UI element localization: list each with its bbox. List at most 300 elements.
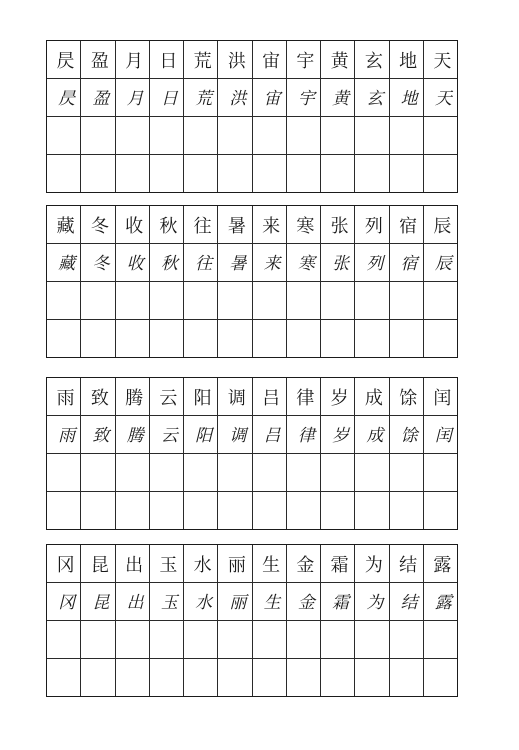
empty-practice-cell — [253, 492, 286, 529]
grid-column — [80, 545, 114, 696]
model-character-cell — [81, 545, 114, 583]
model-character-cell — [424, 206, 457, 244]
character-text: 馀 — [396, 426, 417, 443]
character-text: 收 — [122, 254, 143, 271]
empty-practice-cell — [218, 320, 251, 357]
character-text: 玉 — [156, 554, 178, 573]
grid-column — [115, 206, 149, 357]
empty-practice-cell — [47, 659, 80, 696]
character-text: 张 — [328, 254, 349, 271]
grid-column — [320, 206, 354, 357]
empty-practice-cell — [321, 492, 354, 529]
character-text: 岁 — [327, 387, 349, 406]
grid-column — [115, 378, 149, 529]
practice-character-cell — [184, 244, 217, 282]
grid-column — [389, 545, 423, 696]
practice-character-cell — [355, 79, 388, 117]
model-character-cell — [150, 206, 183, 244]
practice-character-cell — [321, 244, 354, 282]
empty-practice-cell — [184, 282, 217, 320]
character-grid-3 — [46, 377, 458, 530]
character-text: 藏 — [53, 215, 75, 234]
grid-column — [389, 378, 423, 529]
model-character-cell — [184, 206, 217, 244]
practice-character-cell — [47, 583, 80, 621]
model-character-cell — [218, 378, 251, 416]
empty-practice-cell — [184, 454, 217, 492]
model-character-cell — [253, 41, 286, 79]
practice-character-cell — [47, 244, 80, 282]
empty-practice-cell — [218, 454, 251, 492]
practice-character-cell — [47, 416, 80, 454]
empty-practice-cell — [253, 320, 286, 357]
empty-practice-cell — [116, 155, 149, 192]
character-text: 金 — [293, 554, 315, 573]
character-text: 为 — [362, 593, 383, 610]
empty-practice-cell — [287, 282, 320, 320]
empty-practice-cell — [390, 155, 423, 192]
character-text: 辰 — [430, 254, 451, 271]
model-character-cell — [47, 545, 80, 583]
grid-column — [286, 378, 320, 529]
practice-character-cell — [321, 583, 354, 621]
character-text: 荒 — [191, 89, 212, 106]
practice-character-cell — [424, 583, 457, 621]
empty-practice-cell — [150, 282, 183, 320]
model-character-cell — [184, 41, 217, 79]
empty-practice-cell — [424, 659, 457, 696]
model-character-cell — [47, 206, 80, 244]
empty-practice-cell — [424, 621, 457, 659]
grid-column — [423, 41, 457, 192]
practice-character-cell — [287, 79, 320, 117]
character-text: 致 — [87, 387, 109, 406]
character-text: 昆 — [88, 593, 109, 610]
model-character-cell — [81, 378, 114, 416]
character-text: 宿 — [396, 254, 417, 271]
empty-practice-cell — [424, 282, 457, 320]
character-grid-1 — [46, 40, 458, 193]
practice-character-cell — [218, 79, 251, 117]
grid-column — [183, 378, 217, 529]
character-text: 吕 — [259, 426, 280, 443]
empty-practice-cell — [424, 492, 457, 529]
empty-practice-cell — [218, 621, 251, 659]
character-text: 宙 — [259, 50, 281, 69]
character-text: 昆 — [87, 554, 109, 573]
character-text: 月 — [122, 50, 144, 69]
empty-practice-cell — [218, 492, 251, 529]
empty-practice-cell — [150, 492, 183, 529]
practice-character-cell — [150, 416, 183, 454]
practice-character-cell — [218, 583, 251, 621]
grid-column — [80, 41, 114, 192]
grid-column — [183, 545, 217, 696]
empty-practice-cell — [47, 282, 80, 320]
empty-practice-cell — [47, 492, 80, 529]
model-character-cell — [355, 378, 388, 416]
character-text: 律 — [293, 426, 314, 443]
character-text: 丽 — [224, 554, 246, 573]
model-character-cell — [218, 41, 251, 79]
character-text: 玄 — [361, 50, 383, 69]
empty-practice-cell — [424, 117, 457, 155]
model-character-cell — [81, 206, 114, 244]
character-text: 冬 — [88, 254, 109, 271]
empty-practice-cell — [150, 659, 183, 696]
grid-column — [252, 206, 286, 357]
empty-practice-cell — [116, 117, 149, 155]
model-character-cell — [355, 41, 388, 79]
practice-character-cell — [424, 79, 457, 117]
empty-practice-cell — [81, 117, 114, 155]
character-text: 天 — [430, 50, 452, 69]
grid-column — [252, 41, 286, 192]
empty-practice-cell — [116, 621, 149, 659]
empty-practice-cell — [81, 492, 114, 529]
character-text: 暑 — [225, 254, 246, 271]
empty-practice-cell — [150, 621, 183, 659]
grid-column — [252, 545, 286, 696]
practice-character-cell — [253, 79, 286, 117]
grid-column — [354, 378, 388, 529]
model-character-cell — [253, 545, 286, 583]
empty-practice-cell — [150, 155, 183, 192]
character-text: 结 — [396, 593, 417, 610]
grid-column — [217, 378, 251, 529]
character-text: 水 — [190, 554, 212, 573]
character-text: 闰 — [430, 387, 452, 406]
model-character-cell — [321, 378, 354, 416]
empty-practice-cell — [321, 621, 354, 659]
empty-practice-cell — [321, 454, 354, 492]
empty-practice-cell — [150, 454, 183, 492]
empty-practice-cell — [390, 454, 423, 492]
model-character-cell — [47, 378, 80, 416]
practice-character-cell — [321, 416, 354, 454]
character-text: 致 — [88, 426, 109, 443]
empty-practice-cell — [81, 320, 114, 357]
practice-character-cell — [424, 244, 457, 282]
empty-practice-cell — [253, 454, 286, 492]
character-text: 寒 — [293, 254, 314, 271]
grid-column — [423, 545, 457, 696]
character-text: 宿 — [396, 215, 418, 234]
practice-character-cell — [321, 79, 354, 117]
character-text: 阳 — [191, 426, 212, 443]
character-text: 生 — [259, 593, 280, 610]
empty-practice-cell — [424, 454, 457, 492]
grid-column — [217, 545, 251, 696]
empty-practice-cell — [253, 282, 286, 320]
practice-character-cell — [253, 583, 286, 621]
model-character-cell — [150, 41, 183, 79]
empty-practice-cell — [321, 282, 354, 320]
empty-practice-cell — [150, 117, 183, 155]
character-text: 出 — [122, 554, 144, 573]
character-text: 岁 — [328, 426, 349, 443]
empty-practice-cell — [184, 621, 217, 659]
model-character-cell — [47, 41, 80, 79]
practice-character-cell — [424, 416, 457, 454]
character-text: 往 — [191, 254, 212, 271]
character-text: 来 — [259, 254, 280, 271]
practice-character-cell — [150, 79, 183, 117]
character-text: 调 — [225, 426, 246, 443]
grid-column — [354, 545, 388, 696]
grid-column — [149, 41, 183, 192]
practice-character-cell — [150, 583, 183, 621]
grid-column — [286, 545, 320, 696]
empty-practice-cell — [287, 454, 320, 492]
empty-practice-cell — [321, 659, 354, 696]
character-text: 云 — [156, 387, 178, 406]
empty-practice-cell — [184, 320, 217, 357]
model-character-cell — [116, 378, 149, 416]
grid-column — [389, 41, 423, 192]
empty-practice-cell — [116, 320, 149, 357]
character-text: 昃 — [54, 89, 75, 106]
empty-practice-cell — [287, 492, 320, 529]
model-character-cell — [390, 206, 423, 244]
grid-column — [80, 378, 114, 529]
model-character-cell — [390, 545, 423, 583]
empty-practice-cell — [390, 320, 423, 357]
empty-practice-cell — [253, 155, 286, 192]
grid-column — [149, 206, 183, 357]
model-character-cell — [184, 378, 217, 416]
grid-column — [47, 378, 80, 529]
model-character-cell — [287, 206, 320, 244]
character-text: 生 — [259, 554, 281, 573]
grid-column — [286, 41, 320, 192]
empty-practice-cell — [355, 659, 388, 696]
character-text: 列 — [361, 215, 383, 234]
character-text: 来 — [259, 215, 281, 234]
empty-practice-cell — [81, 454, 114, 492]
empty-practice-cell — [321, 117, 354, 155]
character-text: 丽 — [225, 593, 246, 610]
character-text: 水 — [191, 593, 212, 610]
model-character-cell — [355, 545, 388, 583]
character-text: 腾 — [122, 426, 143, 443]
character-text: 露 — [430, 554, 452, 573]
character-text: 昃 — [53, 50, 75, 69]
grid-column — [354, 41, 388, 192]
empty-practice-cell — [218, 282, 251, 320]
character-text: 黄 — [327, 50, 349, 69]
model-character-cell — [355, 206, 388, 244]
empty-practice-cell — [355, 282, 388, 320]
character-text: 黄 — [328, 89, 349, 106]
model-character-cell — [253, 206, 286, 244]
practice-character-cell — [287, 583, 320, 621]
character-text: 雨 — [54, 426, 75, 443]
model-character-cell — [116, 41, 149, 79]
practice-character-cell — [116, 583, 149, 621]
grid-column — [217, 206, 251, 357]
character-grid-2 — [46, 205, 458, 358]
grid-column — [149, 378, 183, 529]
empty-practice-cell — [253, 117, 286, 155]
practice-character-cell — [390, 79, 423, 117]
empty-practice-cell — [184, 659, 217, 696]
character-text: 天 — [430, 89, 451, 106]
practice-character-cell — [116, 416, 149, 454]
model-character-cell — [287, 378, 320, 416]
model-character-cell — [150, 378, 183, 416]
character-text: 荒 — [190, 50, 212, 69]
practice-character-cell — [390, 583, 423, 621]
empty-practice-cell — [355, 320, 388, 357]
empty-practice-cell — [390, 282, 423, 320]
empty-practice-cell — [81, 659, 114, 696]
model-character-cell — [390, 378, 423, 416]
empty-practice-cell — [184, 492, 217, 529]
empty-practice-cell — [355, 492, 388, 529]
empty-practice-cell — [390, 659, 423, 696]
grid-column — [217, 41, 251, 192]
character-text: 为 — [361, 554, 383, 573]
character-text: 结 — [396, 554, 418, 573]
practice-character-cell — [287, 244, 320, 282]
character-text: 收 — [122, 215, 144, 234]
grid-column — [389, 206, 423, 357]
character-text: 宇 — [293, 50, 315, 69]
practice-character-cell — [47, 79, 80, 117]
character-text: 阳 — [190, 387, 212, 406]
practice-character-cell — [81, 416, 114, 454]
empty-practice-cell — [184, 117, 217, 155]
grid-column — [320, 378, 354, 529]
grid-column — [423, 378, 457, 529]
practice-character-cell — [390, 244, 423, 282]
character-text: 洪 — [224, 50, 246, 69]
character-text: 列 — [362, 254, 383, 271]
practice-character-cell — [81, 244, 114, 282]
empty-practice-cell — [355, 454, 388, 492]
empty-practice-cell — [287, 117, 320, 155]
practice-character-cell — [218, 244, 251, 282]
grid-column — [320, 545, 354, 696]
empty-practice-cell — [253, 621, 286, 659]
character-text: 秋 — [156, 215, 178, 234]
practice-character-cell — [355, 416, 388, 454]
empty-practice-cell — [81, 621, 114, 659]
grid-column — [47, 545, 80, 696]
empty-practice-cell — [47, 454, 80, 492]
practice-character-cell — [390, 416, 423, 454]
character-text: 宇 — [293, 89, 314, 106]
character-text: 金 — [293, 593, 314, 610]
empty-practice-cell — [390, 117, 423, 155]
practice-character-cell — [116, 244, 149, 282]
character-text: 吕 — [259, 387, 281, 406]
character-grid-4 — [46, 544, 458, 697]
character-text: 冈 — [53, 554, 75, 573]
practice-character-cell — [287, 416, 320, 454]
grid-column — [286, 206, 320, 357]
character-text: 藏 — [54, 254, 75, 271]
practice-character-cell — [184, 79, 217, 117]
character-text: 玉 — [156, 593, 177, 610]
empty-practice-cell — [150, 320, 183, 357]
model-character-cell — [116, 206, 149, 244]
grid-column — [47, 206, 80, 357]
model-character-cell — [218, 206, 251, 244]
grid-column — [115, 545, 149, 696]
grid-column — [47, 41, 80, 192]
model-character-cell — [390, 41, 423, 79]
empty-practice-cell — [424, 155, 457, 192]
grid-column — [183, 41, 217, 192]
empty-practice-cell — [116, 282, 149, 320]
model-character-cell — [424, 378, 457, 416]
practice-character-cell — [355, 244, 388, 282]
practice-character-cell — [184, 583, 217, 621]
grid-column — [320, 41, 354, 192]
character-text: 洪 — [225, 89, 246, 106]
empty-practice-cell — [253, 659, 286, 696]
model-character-cell — [116, 545, 149, 583]
grid-column — [423, 206, 457, 357]
practice-character-cell — [116, 79, 149, 117]
model-character-cell — [424, 41, 457, 79]
empty-practice-cell — [116, 454, 149, 492]
character-text: 辰 — [430, 215, 452, 234]
character-text: 成 — [362, 426, 383, 443]
grid-column — [115, 41, 149, 192]
model-character-cell — [424, 545, 457, 583]
empty-practice-cell — [355, 621, 388, 659]
character-text: 露 — [430, 593, 451, 610]
character-text: 成 — [361, 387, 383, 406]
practice-character-cell — [355, 583, 388, 621]
grid-column — [149, 545, 183, 696]
grid-column — [354, 206, 388, 357]
model-character-cell — [321, 545, 354, 583]
grid-column — [252, 378, 286, 529]
character-text: 盈 — [88, 89, 109, 106]
character-text: 日 — [156, 50, 178, 69]
empty-practice-cell — [390, 621, 423, 659]
empty-practice-cell — [218, 659, 251, 696]
empty-practice-cell — [321, 155, 354, 192]
model-character-cell — [81, 41, 114, 79]
empty-practice-cell — [184, 155, 217, 192]
practice-character-cell — [81, 583, 114, 621]
character-text: 出 — [122, 593, 143, 610]
grid-column — [183, 206, 217, 357]
empty-practice-cell — [47, 320, 80, 357]
character-text: 暑 — [224, 215, 246, 234]
grid-column — [80, 206, 114, 357]
practice-character-cell — [253, 244, 286, 282]
practice-character-cell — [218, 416, 251, 454]
character-text: 寒 — [293, 215, 315, 234]
empty-practice-cell — [321, 320, 354, 357]
character-text: 宙 — [259, 89, 280, 106]
empty-practice-cell — [81, 155, 114, 192]
empty-practice-cell — [218, 155, 251, 192]
empty-practice-cell — [116, 492, 149, 529]
practice-character-cell — [253, 416, 286, 454]
character-text: 玄 — [362, 89, 383, 106]
empty-practice-cell — [116, 659, 149, 696]
model-character-cell — [150, 545, 183, 583]
character-text: 云 — [156, 426, 177, 443]
character-text: 张 — [327, 215, 349, 234]
